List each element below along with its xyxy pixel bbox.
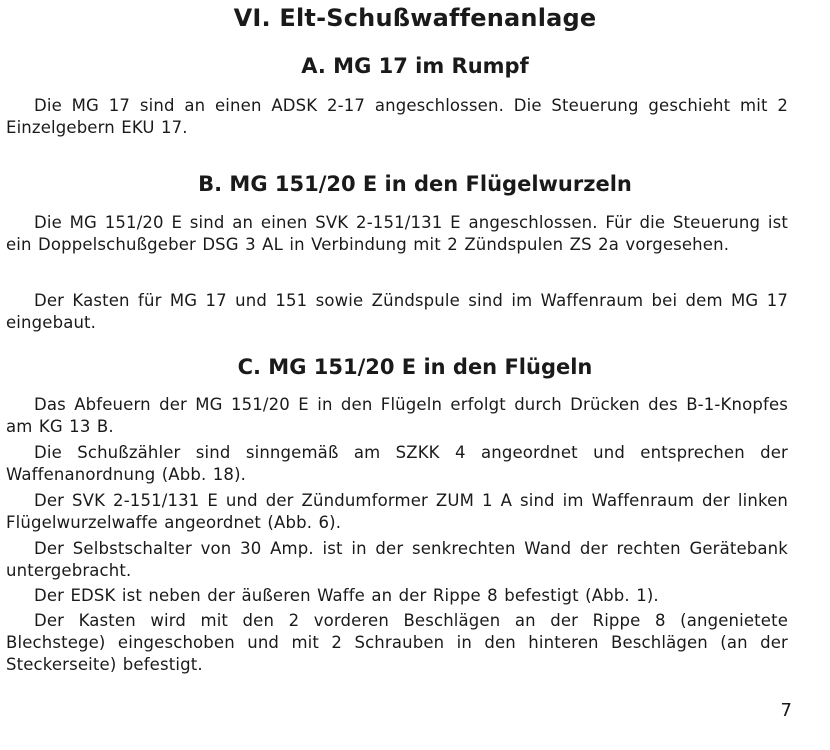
section-c-paragraph-6: Der Kasten wird mit den 2 vorderen Beschlägen an der Rippe 8 (angenietete Blechstege) eingeschoben und mit 2 Schrauben in den hinteren Beschlägen (an der Steckerseite) befestigt. [6, 611, 788, 674]
section-c-paragraph-3: Der SVK 2-151/131 E und der Zündumformer ZUM 1 A sind im Waffenraum der linken Flügelwurzelwaffe angeordnet (Abb. 6). [6, 491, 788, 532]
section-a-paragraph-1: Die MG 17 sind an einen ADSK 2-17 angeschlossen. Die Steuerung geschieht mit 2 Einzelgebern EKU 17. [6, 96, 788, 137]
page-number: 7 [780, 700, 792, 721]
section-c-paragraph-4: Der Selbstschalter von 30 Amp. ist in der senkrechten Wand der rechten Gerätebank untergebracht. [6, 539, 788, 580]
chapter-title: VI. Elt-Schußwaffenanlage [233, 4, 597, 32]
section-b-paragraph-1: Die MG 151/20 E sind an einen SVK 2-151/131 E angeschlossen. Für die Steuerung ist ein Doppelschußgeber DSG 3 AL in Verbindung mit 2 Zündspulen ZS 2a vorgesehen. [6, 213, 788, 254]
section-b-paragraph-2: Der Kasten für MG 17 und 151 sowie Zündspule sind im Waffenraum bei dem MG 17 eingebaut. [6, 291, 788, 332]
section-c-paragraph-1: Das Abfeuern der MG 151/20 E in den Flügeln erfolgt durch Drücken des B-1-Knopfes am KG 13 B. [6, 395, 788, 436]
section-c-paragraph-2: Die Schußzähler sind sinngemäß am SZKK 4 angeordnet und entsprechen der Waffenanordnung (Abb. 18). [6, 443, 788, 484]
section-heading-c: C. MG 151/20 E in den Flügeln [237, 355, 593, 379]
section-c-paragraph-5: Der EDSK ist neben der äußeren Waffe an der Rippe 8 befestigt (Abb. 1). [34, 586, 659, 605]
section-heading-a: A. MG 17 im Rumpf [301, 54, 529, 78]
section-heading-b: B. MG 151/20 E in den Flügelwurzeln [198, 172, 632, 196]
